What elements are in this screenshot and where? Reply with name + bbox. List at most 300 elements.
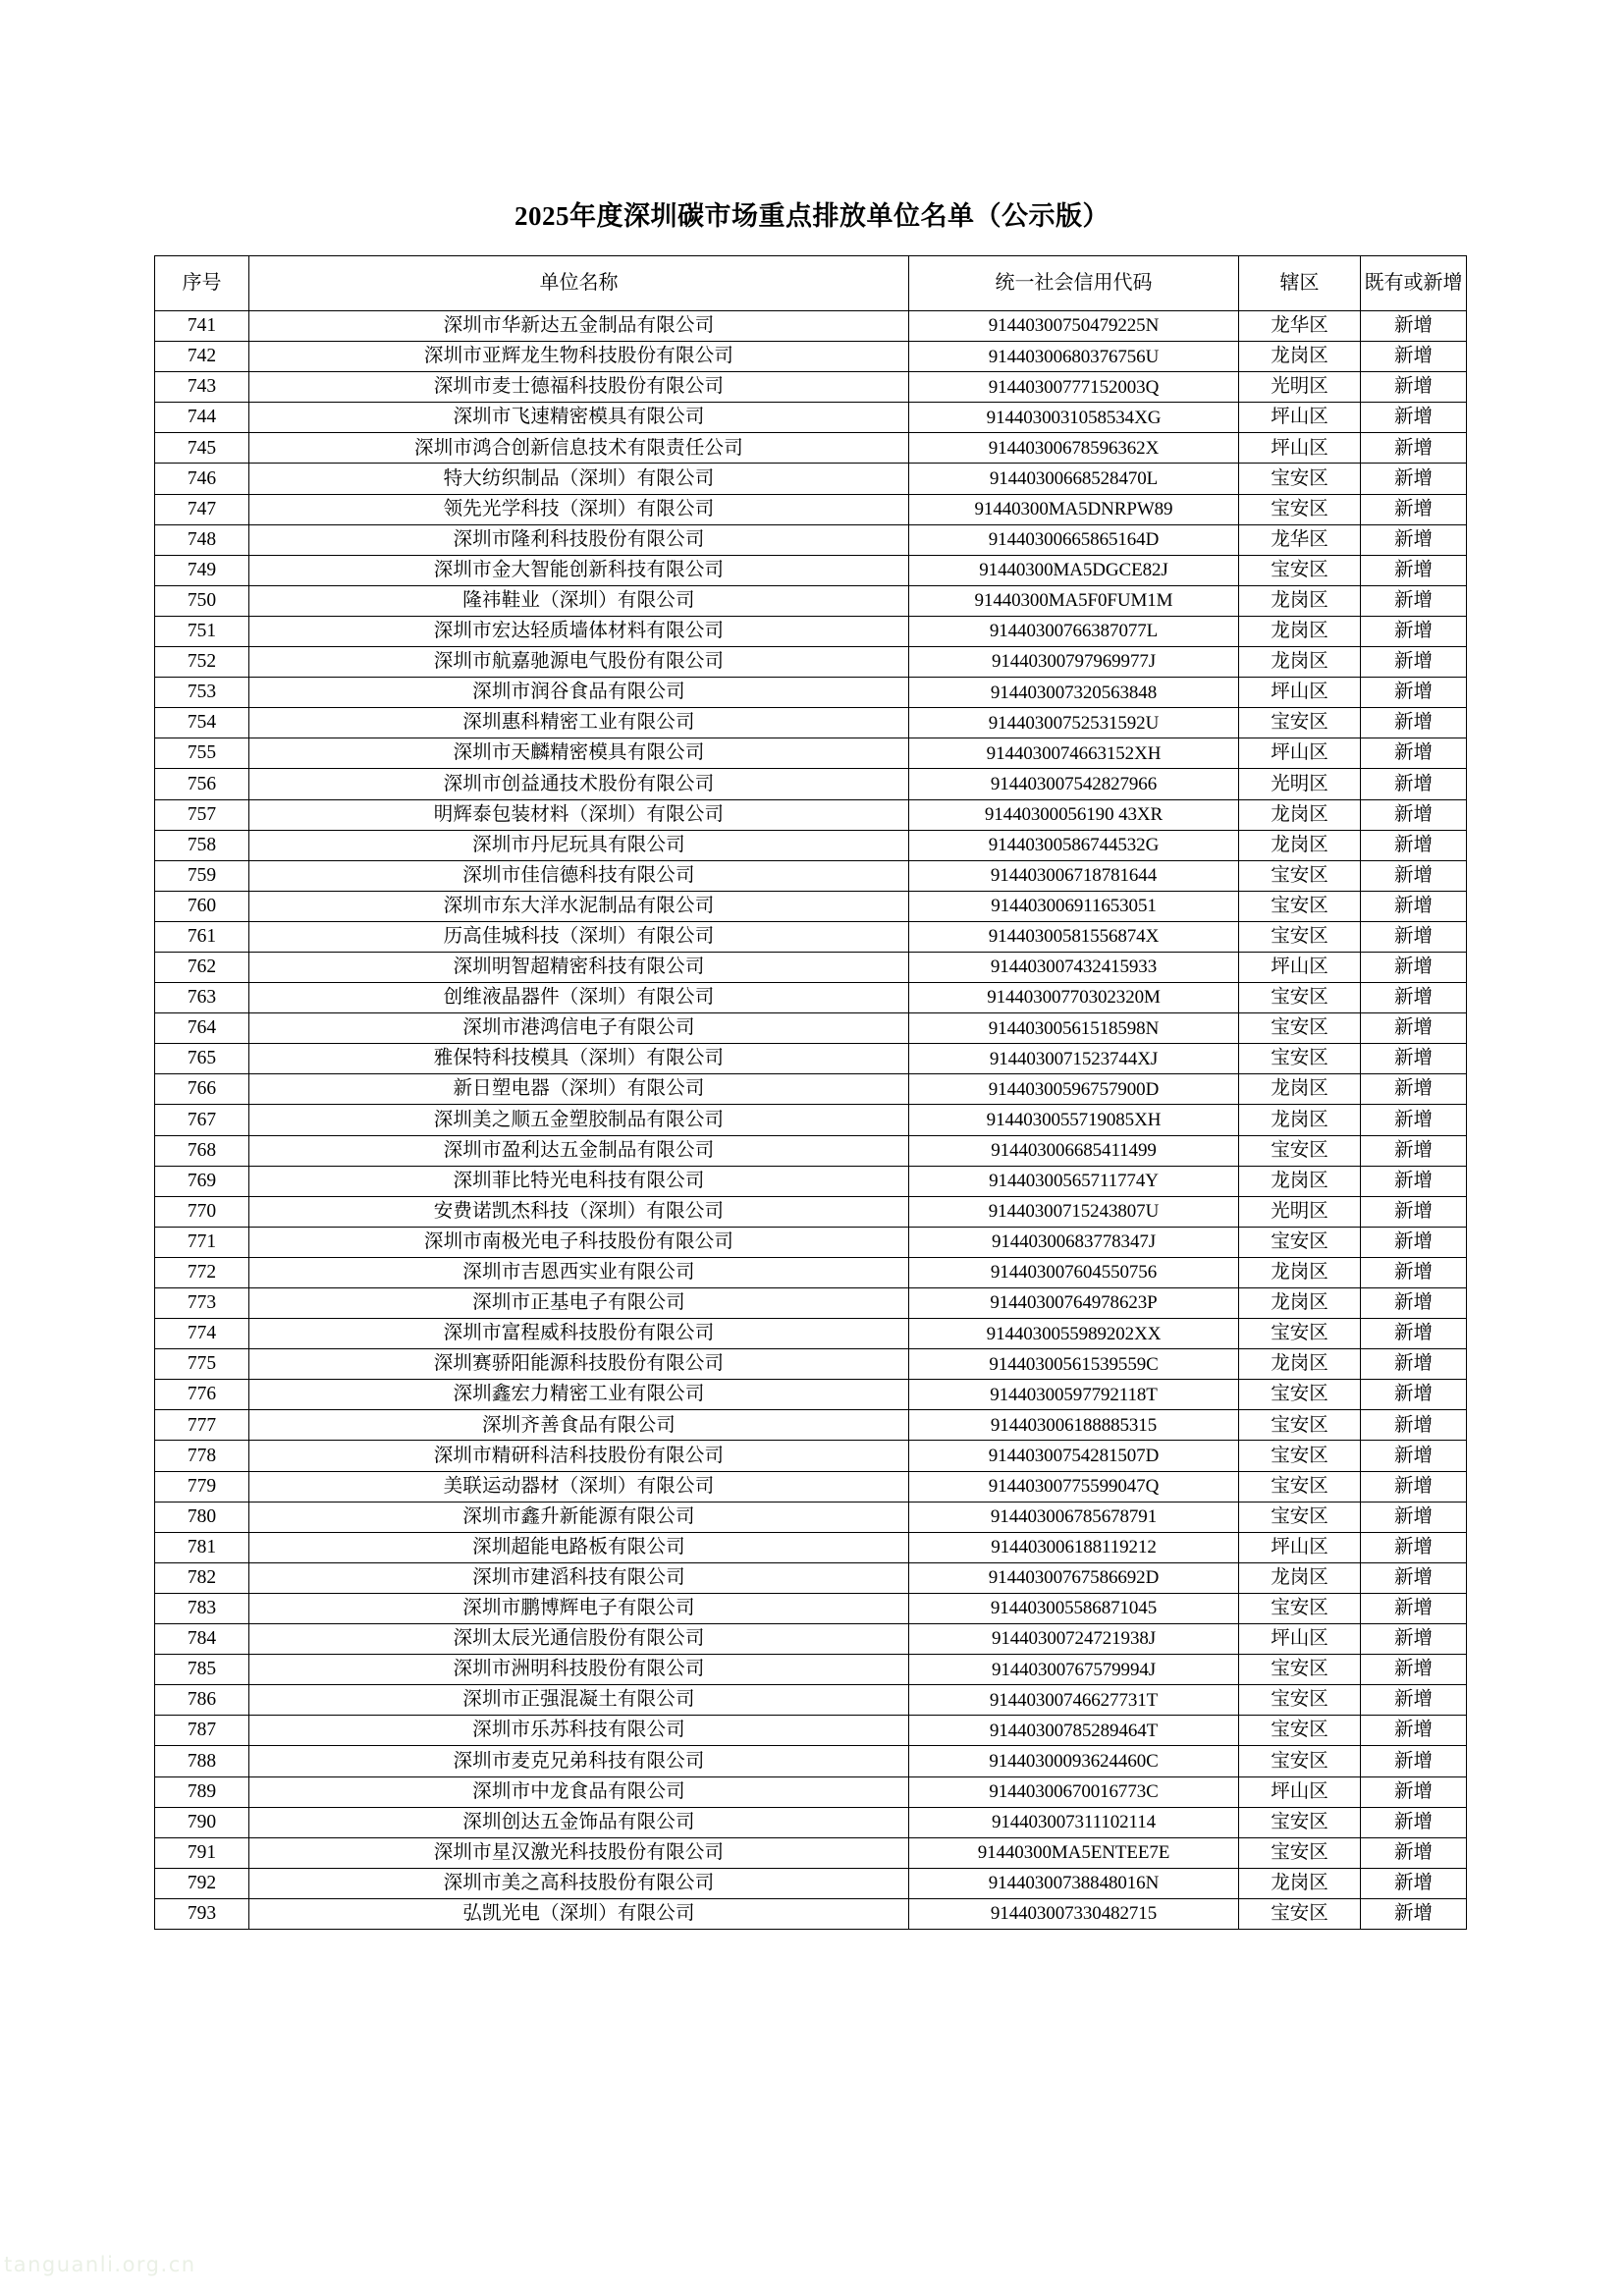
cell-status-flag: 新增 — [1361, 1349, 1467, 1380]
cell-sequence: 783 — [155, 1593, 249, 1623]
cell-status-flag: 新增 — [1361, 1257, 1467, 1287]
cell-credit-code: 91440300754281507D — [909, 1441, 1239, 1471]
table-row — [155, 1716, 1467, 1746]
table-body — [155, 311, 1467, 1930]
table-row — [155, 1380, 1467, 1410]
cell-unit-name: 深圳市精研科洁科技股份有限公司 — [249, 1441, 909, 1471]
cell-status-flag: 新增 — [1361, 464, 1467, 494]
cell-sequence: 748 — [155, 524, 249, 555]
cell-district: 宝安区 — [1239, 983, 1361, 1013]
cell-status-flag: 新增 — [1361, 1898, 1467, 1929]
cell-district: 龙岗区 — [1239, 1868, 1361, 1898]
cell-unit-name: 深圳市港鸿信电子有限公司 — [249, 1013, 909, 1044]
cell-unit-name: 深圳美之顺五金塑胶制品有限公司 — [249, 1105, 909, 1135]
cell-unit-name: 深圳明智超精密科技有限公司 — [249, 952, 909, 982]
cell-unit-name: 深圳市盈利达五金制品有限公司 — [249, 1135, 909, 1166]
cell-credit-code: 914403007604550756 — [909, 1257, 1239, 1287]
cell-unit-name: 特大纺织制品（深圳）有限公司 — [249, 464, 909, 494]
cell-credit-code: 91440300738848016N — [909, 1868, 1239, 1898]
cell-status-flag: 新增 — [1361, 952, 1467, 982]
cell-status-flag: 新增 — [1361, 738, 1467, 769]
table-row — [155, 921, 1467, 952]
cell-status-flag: 新增 — [1361, 647, 1467, 678]
cell-status-flag: 新增 — [1361, 1166, 1467, 1196]
cell-status-flag: 新增 — [1361, 433, 1467, 464]
cell-unit-name: 深圳市麦克兄弟科技有限公司 — [249, 1746, 909, 1776]
cell-sequence: 746 — [155, 464, 249, 494]
cell-unit-name: 深圳菲比特光电科技有限公司 — [249, 1166, 909, 1196]
cell-sequence: 766 — [155, 1074, 249, 1105]
table-row — [155, 647, 1467, 678]
cell-district: 龙岗区 — [1239, 799, 1361, 830]
cell-sequence: 793 — [155, 1898, 249, 1929]
cell-unit-name: 深圳创达五金饰品有限公司 — [249, 1807, 909, 1837]
table-row — [155, 1166, 1467, 1196]
cell-sequence: 761 — [155, 921, 249, 952]
table-row — [155, 1135, 1467, 1166]
cell-credit-code: 91440300715243807U — [909, 1196, 1239, 1227]
cell-status-flag: 新增 — [1361, 1776, 1467, 1807]
cell-credit-code: 91440300764978623P — [909, 1288, 1239, 1319]
table-row — [155, 983, 1467, 1013]
page-title: 2025年度深圳碳市场重点排放单位名单（公示版） — [514, 201, 1110, 231]
cell-status-flag: 新增 — [1361, 1410, 1467, 1441]
cell-unit-name: 深圳市鹏博辉电子有限公司 — [249, 1593, 909, 1623]
cell-unit-name: 深圳市润谷食品有限公司 — [249, 678, 909, 708]
table-row — [155, 1105, 1467, 1135]
cell-district: 宝安区 — [1239, 1380, 1361, 1410]
cell-credit-code: 91440300MA5DNRPW89 — [909, 494, 1239, 524]
cell-credit-code: 914403006685411499 — [909, 1135, 1239, 1166]
table-row — [155, 1562, 1467, 1593]
table-row — [155, 403, 1467, 433]
cell-status-flag: 新增 — [1361, 983, 1467, 1013]
cell-unit-name: 安费诺凯杰科技（深圳）有限公司 — [249, 1196, 909, 1227]
table-row — [155, 1807, 1467, 1837]
cell-sequence: 743 — [155, 372, 249, 403]
table-row — [155, 1288, 1467, 1319]
cell-status-flag: 新增 — [1361, 799, 1467, 830]
cell-district: 宝安区 — [1239, 891, 1361, 921]
cell-credit-code: 91440300565711774Y — [909, 1166, 1239, 1196]
cell-district: 宝安区 — [1239, 1655, 1361, 1685]
cell-unit-name: 弘凯光电（深圳）有限公司 — [249, 1898, 909, 1929]
cell-sequence: 776 — [155, 1380, 249, 1410]
cell-status-flag: 新增 — [1361, 1196, 1467, 1227]
cell-unit-name: 深圳市丹尼玩具有限公司 — [249, 830, 909, 860]
cell-status-flag: 新增 — [1361, 555, 1467, 585]
cell-sequence: 787 — [155, 1716, 249, 1746]
table-row — [155, 494, 1467, 524]
table-row — [155, 1044, 1467, 1074]
cell-district: 龙岗区 — [1239, 585, 1361, 616]
cell-sequence: 788 — [155, 1746, 249, 1776]
cell-credit-code: 914403006785678791 — [909, 1502, 1239, 1532]
cell-credit-code: 9144030071523744XJ — [909, 1044, 1239, 1074]
cell-status-flag: 新增 — [1361, 1807, 1467, 1837]
cell-sequence: 752 — [155, 647, 249, 678]
cell-district: 宝安区 — [1239, 555, 1361, 585]
cell-unit-name: 深圳鑫宏力精密工业有限公司 — [249, 1380, 909, 1410]
cell-credit-code: 914403006718781644 — [909, 860, 1239, 891]
cell-sequence: 754 — [155, 708, 249, 738]
cell-unit-name: 深圳市星汉激光科技股份有限公司 — [249, 1837, 909, 1868]
cell-status-flag: 新增 — [1361, 769, 1467, 799]
cell-sequence: 770 — [155, 1196, 249, 1227]
cell-unit-name: 深圳齐善食品有限公司 — [249, 1410, 909, 1441]
cell-unit-name: 历高佳城科技（深圳）有限公司 — [249, 921, 909, 952]
cell-sequence: 744 — [155, 403, 249, 433]
table-row — [155, 769, 1467, 799]
cell-district: 龙岗区 — [1239, 616, 1361, 646]
cell-sequence: 774 — [155, 1319, 249, 1349]
cell-credit-code: 91440300775599047Q — [909, 1471, 1239, 1502]
table-header — [155, 256, 1467, 311]
cell-status-flag: 新增 — [1361, 1868, 1467, 1898]
cell-status-flag: 新增 — [1361, 403, 1467, 433]
cell-district: 宝安区 — [1239, 1898, 1361, 1929]
cell-district: 宝安区 — [1239, 1441, 1361, 1471]
site-watermark: tanguanli.org.cn — [4, 2253, 196, 2276]
cell-district: 宝安区 — [1239, 1746, 1361, 1776]
cell-district: 龙岗区 — [1239, 1166, 1361, 1196]
table-row — [155, 1624, 1467, 1655]
cell-district: 光明区 — [1239, 1196, 1361, 1227]
table-row — [155, 1532, 1467, 1562]
table-row — [155, 678, 1467, 708]
cell-credit-code: 91440300767586692D — [909, 1562, 1239, 1593]
table-row — [155, 1227, 1467, 1257]
cell-credit-code: 91440300596757900D — [909, 1074, 1239, 1105]
cell-district: 坪山区 — [1239, 1624, 1361, 1655]
table-row — [155, 1655, 1467, 1685]
table-header-row — [155, 256, 1467, 311]
table-row — [155, 860, 1467, 891]
cell-district: 宝安区 — [1239, 921, 1361, 952]
table-row — [155, 708, 1467, 738]
cell-district: 坪山区 — [1239, 433, 1361, 464]
cell-status-flag: 新增 — [1361, 678, 1467, 708]
table-row — [155, 1257, 1467, 1287]
cell-district: 龙岗区 — [1239, 830, 1361, 860]
cell-credit-code: 91440300093624460C — [909, 1746, 1239, 1776]
cell-district: 龙岗区 — [1239, 1288, 1361, 1319]
cell-credit-code: 91440300752531592U — [909, 708, 1239, 738]
table-row — [155, 1898, 1467, 1929]
cell-unit-name: 深圳市亚辉龙生物科技股份有限公司 — [249, 342, 909, 372]
cell-district: 宝安区 — [1239, 1502, 1361, 1532]
cell-status-flag: 新增 — [1361, 921, 1467, 952]
cell-status-flag: 新增 — [1361, 1319, 1467, 1349]
cell-status-flag: 新增 — [1361, 1044, 1467, 1074]
cell-credit-code: 9144030074663152XH — [909, 738, 1239, 769]
cell-district: 龙华区 — [1239, 311, 1361, 342]
cell-sequence: 765 — [155, 1044, 249, 1074]
cell-credit-code: 91440300678596362X — [909, 433, 1239, 464]
table-row — [155, 555, 1467, 585]
cell-unit-name: 深圳市东大洋水泥制品有限公司 — [249, 891, 909, 921]
cell-sequence: 782 — [155, 1562, 249, 1593]
cell-sequence: 781 — [155, 1532, 249, 1562]
cell-credit-code: 91440300668528470L — [909, 464, 1239, 494]
cell-district: 龙岗区 — [1239, 1349, 1361, 1380]
cell-sequence: 745 — [155, 433, 249, 464]
cell-credit-code: 914403007330482715 — [909, 1898, 1239, 1929]
cell-unit-name: 深圳市鑫升新能源有限公司 — [249, 1502, 909, 1532]
cell-status-flag: 新增 — [1361, 1685, 1467, 1716]
table-row — [155, 585, 1467, 616]
table-row — [155, 342, 1467, 372]
cell-district: 龙华区 — [1239, 524, 1361, 555]
cell-credit-code: 914403006188885315 — [909, 1410, 1239, 1441]
table-row — [155, 433, 1467, 464]
cell-sequence: 742 — [155, 342, 249, 372]
cell-unit-name: 深圳太辰光通信股份有限公司 — [249, 1624, 909, 1655]
cell-district: 龙岗区 — [1239, 1074, 1361, 1105]
cell-district: 宝安区 — [1239, 1044, 1361, 1074]
cell-credit-code: 91440300586744532G — [909, 830, 1239, 860]
cell-credit-code: 91440300797969977J — [909, 647, 1239, 678]
cell-status-flag: 新增 — [1361, 1502, 1467, 1532]
cell-sequence: 790 — [155, 1807, 249, 1837]
cell-district: 宝安区 — [1239, 1135, 1361, 1166]
table-row — [155, 1441, 1467, 1471]
cell-sequence: 759 — [155, 860, 249, 891]
cell-sequence: 747 — [155, 494, 249, 524]
cell-unit-name: 深圳市航嘉驰源电气股份有限公司 — [249, 647, 909, 678]
cell-status-flag: 新增 — [1361, 1105, 1467, 1135]
cell-unit-name: 深圳市麦士德福科技股份有限公司 — [249, 372, 909, 403]
emitters-table-container — [154, 255, 1466, 1930]
cell-unit-name: 深圳赛骄阳能源科技股份有限公司 — [249, 1349, 909, 1380]
cell-credit-code: 91440300665865164D — [909, 524, 1239, 555]
table-row — [155, 311, 1467, 342]
column-header-credit-code: 统一社会信用代码 — [909, 256, 1239, 311]
cell-district: 宝安区 — [1239, 1837, 1361, 1868]
cell-status-flag: 新增 — [1361, 830, 1467, 860]
cell-status-flag: 新增 — [1361, 1074, 1467, 1105]
cell-unit-name: 深圳市飞速精密模具有限公司 — [249, 403, 909, 433]
cell-district: 宝安区 — [1239, 1227, 1361, 1257]
cell-unit-name: 创维液晶器件（深圳）有限公司 — [249, 983, 909, 1013]
cell-unit-name: 隆祎鞋业（深圳）有限公司 — [249, 585, 909, 616]
table-row — [155, 1776, 1467, 1807]
cell-district: 宝安区 — [1239, 860, 1361, 891]
table-row — [155, 464, 1467, 494]
cell-status-flag: 新增 — [1361, 372, 1467, 403]
cell-unit-name: 深圳市美之高科技股份有限公司 — [249, 1868, 909, 1898]
cell-credit-code: 914403006911653051 — [909, 891, 1239, 921]
cell-credit-code: 91440300056190 43XR — [909, 799, 1239, 830]
key-emitters-table — [154, 255, 1467, 1930]
cell-unit-name: 深圳市创益通技术股份有限公司 — [249, 769, 909, 799]
cell-unit-name: 深圳市建滔科技有限公司 — [249, 1562, 909, 1593]
cell-credit-code: 91440300561539559C — [909, 1349, 1239, 1380]
table-row — [155, 830, 1467, 860]
cell-unit-name: 美联运动器材（深圳）有限公司 — [249, 1471, 909, 1502]
table-row — [155, 738, 1467, 769]
cell-sequence: 755 — [155, 738, 249, 769]
table-row — [155, 1074, 1467, 1105]
cell-district: 宝安区 — [1239, 1716, 1361, 1746]
cell-unit-name: 深圳超能电路板有限公司 — [249, 1532, 909, 1562]
cell-status-flag: 新增 — [1361, 891, 1467, 921]
cell-sequence: 767 — [155, 1105, 249, 1135]
table-row — [155, 1013, 1467, 1044]
cell-status-flag: 新增 — [1361, 1655, 1467, 1685]
table-row — [155, 1837, 1467, 1868]
cell-credit-code: 9144030055719085XH — [909, 1105, 1239, 1135]
cell-district: 龙岗区 — [1239, 1562, 1361, 1593]
cell-sequence: 784 — [155, 1624, 249, 1655]
cell-sequence: 753 — [155, 678, 249, 708]
cell-credit-code: 9144030031058534XG — [909, 403, 1239, 433]
cell-status-flag: 新增 — [1361, 616, 1467, 646]
cell-sequence: 750 — [155, 585, 249, 616]
table-row — [155, 1196, 1467, 1227]
cell-credit-code: 914403007320563848 — [909, 678, 1239, 708]
cell-credit-code: 9144030055989202XX — [909, 1319, 1239, 1349]
cell-status-flag: 新增 — [1361, 494, 1467, 524]
cell-status-flag: 新增 — [1361, 1746, 1467, 1776]
column-header-unit-name: 单位名称 — [249, 256, 909, 311]
cell-sequence: 791 — [155, 1837, 249, 1868]
cell-unit-name: 深圳市金大智能创新科技有限公司 — [249, 555, 909, 585]
cell-credit-code: 91440300597792118T — [909, 1380, 1239, 1410]
table-row — [155, 891, 1467, 921]
cell-district: 宝安区 — [1239, 1685, 1361, 1716]
cell-district: 坪山区 — [1239, 1532, 1361, 1562]
cell-credit-code: 91440300766387077L — [909, 616, 1239, 646]
cell-sequence: 762 — [155, 952, 249, 982]
cell-unit-name: 深圳市乐苏科技有限公司 — [249, 1716, 909, 1746]
cell-district: 坪山区 — [1239, 738, 1361, 769]
cell-sequence: 777 — [155, 1410, 249, 1441]
cell-credit-code: 91440300MA5DGCE82J — [909, 555, 1239, 585]
cell-unit-name: 深圳市正基电子有限公司 — [249, 1288, 909, 1319]
cell-sequence: 769 — [155, 1166, 249, 1196]
table-row — [155, 1746, 1467, 1776]
cell-status-flag: 新增 — [1361, 708, 1467, 738]
cell-district: 宝安区 — [1239, 1593, 1361, 1623]
table-row — [155, 616, 1467, 646]
cell-district: 龙岗区 — [1239, 1257, 1361, 1287]
cell-status-flag: 新增 — [1361, 1380, 1467, 1410]
cell-status-flag: 新增 — [1361, 1135, 1467, 1166]
cell-status-flag: 新增 — [1361, 311, 1467, 342]
table-row — [155, 1410, 1467, 1441]
cell-unit-name: 深圳市正强混凝土有限公司 — [249, 1685, 909, 1716]
cell-credit-code: 914403007432415933 — [909, 952, 1239, 982]
cell-credit-code: 91440300785289464T — [909, 1716, 1239, 1746]
cell-sequence: 764 — [155, 1013, 249, 1044]
cell-sequence: 792 — [155, 1868, 249, 1898]
cell-sequence: 778 — [155, 1441, 249, 1471]
cell-status-flag: 新增 — [1361, 1593, 1467, 1623]
cell-sequence: 771 — [155, 1227, 249, 1257]
cell-credit-code: 91440300724721938J — [909, 1624, 1239, 1655]
cell-sequence: 749 — [155, 555, 249, 585]
cell-district: 宝安区 — [1239, 708, 1361, 738]
cell-credit-code: 91440300683778347J — [909, 1227, 1239, 1257]
column-header-existing-or-new: 既有或新增 — [1361, 256, 1467, 311]
cell-district: 坪山区 — [1239, 952, 1361, 982]
cell-sequence: 779 — [155, 1471, 249, 1502]
cell-credit-code: 91440300770302320M — [909, 983, 1239, 1013]
cell-district: 龙岗区 — [1239, 1105, 1361, 1135]
column-header-district: 辖区 — [1239, 256, 1361, 311]
cell-status-flag: 新增 — [1361, 1716, 1467, 1746]
cell-unit-name: 深圳市吉恩西实业有限公司 — [249, 1257, 909, 1287]
cell-credit-code: 91440300777152003Q — [909, 372, 1239, 403]
cell-credit-code: 91440300561518598N — [909, 1013, 1239, 1044]
table-row — [155, 372, 1467, 403]
cell-status-flag: 新增 — [1361, 1532, 1467, 1562]
cell-credit-code: 91440300767579994J — [909, 1655, 1239, 1685]
cell-sequence: 756 — [155, 769, 249, 799]
cell-sequence: 773 — [155, 1288, 249, 1319]
cell-sequence: 786 — [155, 1685, 249, 1716]
cell-unit-name: 深圳惠科精密工业有限公司 — [249, 708, 909, 738]
cell-credit-code: 914403006188119212 — [909, 1532, 1239, 1562]
table-row — [155, 799, 1467, 830]
table-row — [155, 1593, 1467, 1623]
cell-unit-name: 新日塑电器（深圳）有限公司 — [249, 1074, 909, 1105]
cell-status-flag: 新增 — [1361, 524, 1467, 555]
cell-sequence: 758 — [155, 830, 249, 860]
cell-district: 宝安区 — [1239, 1807, 1361, 1837]
cell-unit-name: 深圳市南极光电子科技股份有限公司 — [249, 1227, 909, 1257]
cell-unit-name: 深圳市华新达五金制品有限公司 — [249, 311, 909, 342]
cell-sequence: 772 — [155, 1257, 249, 1287]
cell-district: 宝安区 — [1239, 1471, 1361, 1502]
table-row — [155, 524, 1467, 555]
cell-status-flag: 新增 — [1361, 860, 1467, 891]
cell-unit-name: 深圳市隆利科技股份有限公司 — [249, 524, 909, 555]
cell-status-flag: 新增 — [1361, 1227, 1467, 1257]
cell-status-flag: 新增 — [1361, 1624, 1467, 1655]
cell-credit-code: 91440300750479225N — [909, 311, 1239, 342]
cell-unit-name: 深圳市中龙食品有限公司 — [249, 1776, 909, 1807]
cell-district: 龙岗区 — [1239, 342, 1361, 372]
table-row — [155, 1471, 1467, 1502]
cell-district: 宝安区 — [1239, 1013, 1361, 1044]
table-row — [155, 1349, 1467, 1380]
cell-sequence: 768 — [155, 1135, 249, 1166]
cell-sequence: 760 — [155, 891, 249, 921]
cell-status-flag: 新增 — [1361, 585, 1467, 616]
table-row — [155, 1319, 1467, 1349]
cell-unit-name: 深圳市佳信德科技有限公司 — [249, 860, 909, 891]
cell-credit-code: 91440300746627731T — [909, 1685, 1239, 1716]
cell-district: 坪山区 — [1239, 403, 1361, 433]
cell-district: 宝安区 — [1239, 464, 1361, 494]
cell-district: 龙岗区 — [1239, 647, 1361, 678]
cell-status-flag: 新增 — [1361, 1837, 1467, 1868]
cell-unit-name: 明辉泰包装材料（深圳）有限公司 — [249, 799, 909, 830]
cell-unit-name: 雅保特科技模具（深圳）有限公司 — [249, 1044, 909, 1074]
cell-status-flag: 新增 — [1361, 1471, 1467, 1502]
cell-sequence: 757 — [155, 799, 249, 830]
cell-credit-code: 91440300MA5F0FUM1M — [909, 585, 1239, 616]
cell-sequence: 751 — [155, 616, 249, 646]
cell-unit-name: 领先光学科技（深圳）有限公司 — [249, 494, 909, 524]
cell-credit-code: 91440300MA5ENTEE7E — [909, 1837, 1239, 1868]
cell-unit-name: 深圳市宏达轻质墙体材料有限公司 — [249, 616, 909, 646]
cell-credit-code: 914403007542827966 — [909, 769, 1239, 799]
cell-sequence: 763 — [155, 983, 249, 1013]
cell-district: 宝安区 — [1239, 1410, 1361, 1441]
